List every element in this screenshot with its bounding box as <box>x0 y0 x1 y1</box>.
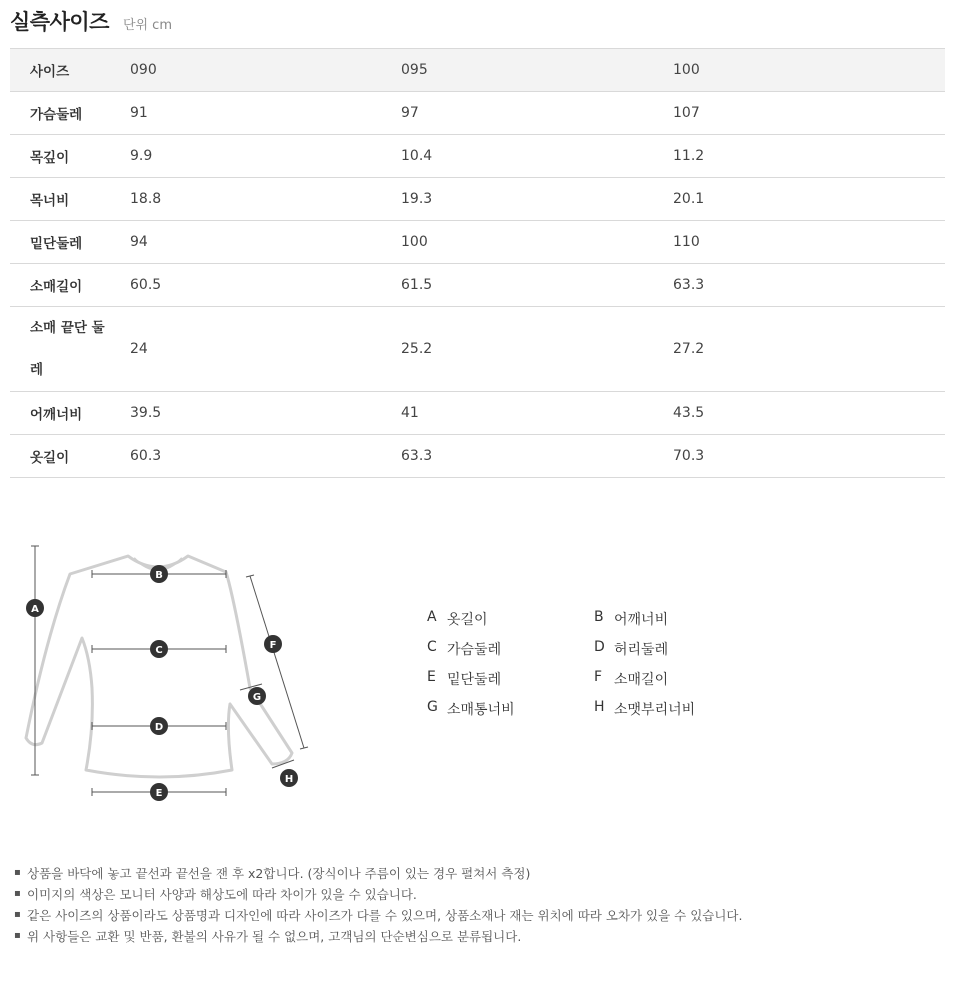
legend-row <box>427 604 761 634</box>
legend-item: G 소매통너비 <box>427 699 515 718</box>
table-cell: 27.2 <box>673 307 945 392</box>
table-cell: 43.5 <box>673 392 945 435</box>
table-cell: 10.4 <box>401 135 673 178</box>
table-cell: 20.1 <box>673 178 945 221</box>
svg-text:B: B <box>155 570 163 581</box>
table-cell: 63.3 <box>673 264 945 307</box>
row-label: 옷길이 <box>10 435 130 478</box>
table-cell: 110 <box>673 221 945 264</box>
header-cell: 100 <box>673 49 945 92</box>
table-cell: 60.5 <box>130 264 401 307</box>
table-row <box>10 264 945 307</box>
note-item: ▪ 같은 사이즈의 상품이라도 상품명과 디자인에 따라 사이즈가 다를 수 있으며, 상품소재나 재는 위치에 따라 오차가 있을 수 있습니다. <box>14 907 743 923</box>
table-cell: 70.3 <box>673 435 945 478</box>
row-label: 소매길이 <box>10 264 130 307</box>
size-table <box>10 48 945 478</box>
row-label: 어깨너비 <box>10 392 130 435</box>
header-cell: 095 <box>401 49 673 92</box>
bullet-icon: ▪ <box>14 930 21 941</box>
page-title: 실측사이즈 <box>10 10 109 34</box>
sweater-outline-icon <box>26 556 292 777</box>
table-cell: 19.3 <box>401 178 673 221</box>
row-label: 목깊이 <box>10 135 130 178</box>
row-label-line: 레 <box>30 362 44 378</box>
legend-row <box>427 664 761 694</box>
svg-text:A: A <box>31 604 39 615</box>
marker-d <box>150 717 168 735</box>
table-cell: 100 <box>401 221 673 264</box>
table-row <box>10 178 945 221</box>
svg-text:G: G <box>252 692 262 703</box>
table-cell: 61.5 <box>401 264 673 307</box>
marker-c <box>150 640 168 658</box>
marker-f <box>264 635 282 653</box>
marker-g <box>248 687 266 705</box>
table-cell: 18.8 <box>130 178 401 221</box>
table-cell: 24 <box>130 307 401 392</box>
table-cell: 25.2 <box>401 307 673 392</box>
row-label: 목너비 <box>10 178 130 221</box>
legend-item: H 소맷부리너비 <box>594 699 696 718</box>
bullet-icon: ▪ <box>14 867 21 878</box>
svg-text:H: H <box>284 774 294 785</box>
table-row <box>10 92 945 135</box>
table-row <box>10 135 945 178</box>
row-label: 가슴둘레 <box>10 92 130 135</box>
svg-text:E: E <box>155 788 163 799</box>
row-label-line: 소매 끝단 둘 <box>30 320 105 336</box>
marker-e <box>150 783 168 801</box>
row-label: 밑단둘레 <box>10 221 130 264</box>
note-item: ▪ 상품을 바닥에 놓고 끝선과 끝선을 잰 후 x2합니다. (장식이나 주름이 있는 경우 펼쳐서 측정) <box>14 865 531 881</box>
legend-item: C 가슴둘레 <box>427 639 502 658</box>
legend-item: B 어깨너비 <box>594 609 669 628</box>
notes-list <box>14 862 742 946</box>
measurement-legend <box>427 604 761 724</box>
bullet-icon: ▪ <box>14 909 21 920</box>
svg-text:F: F <box>269 640 277 651</box>
row-label <box>10 307 130 392</box>
table-cell: 107 <box>673 92 945 135</box>
table-row <box>10 307 945 392</box>
table-row <box>10 392 945 435</box>
table-row <box>10 435 945 478</box>
legend-item: F 소매길이 <box>594 669 669 688</box>
unit-label: 단위 cm <box>122 18 172 33</box>
garment-measurement-diagram <box>20 538 320 813</box>
bullet-icon: ▪ <box>14 888 21 899</box>
legend-item: A 옷길이 <box>427 609 488 628</box>
table-cell: 39.5 <box>130 392 401 435</box>
marker-h <box>280 769 298 787</box>
legend-row <box>427 694 761 724</box>
legend-item: E 밑단둘레 <box>427 669 502 688</box>
table-cell: 41 <box>401 392 673 435</box>
table-cell: 63.3 <box>401 435 673 478</box>
table-cell: 97 <box>401 92 673 135</box>
svg-text:C: C <box>155 645 163 656</box>
legend-row <box>427 634 761 664</box>
note-item: ▪ 이미지의 색상은 모니터 사양과 해상도에 따라 차이가 있을 수 있습니다. <box>14 886 417 902</box>
table-cell: 91 <box>130 92 401 135</box>
table-cell: 9.9 <box>130 135 401 178</box>
table-cell: 11.2 <box>673 135 945 178</box>
legend-item: D 허리둘레 <box>594 639 669 658</box>
marker-a <box>26 599 44 617</box>
svg-text:D: D <box>154 722 164 733</box>
header-label: 사이즈 <box>10 49 130 92</box>
table-cell: 60.3 <box>130 435 401 478</box>
marker-b <box>150 565 168 583</box>
table-row <box>10 221 945 264</box>
page-header <box>10 6 172 36</box>
note-item: ▪ 위 사항들은 교환 및 반품, 환불의 사유가 될 수 없으며, 고객님의 단순변심으로 분류됩니다. <box>14 928 522 944</box>
table-header-row <box>10 49 945 92</box>
header-cell: 090 <box>130 49 401 92</box>
table-cell: 94 <box>130 221 401 264</box>
